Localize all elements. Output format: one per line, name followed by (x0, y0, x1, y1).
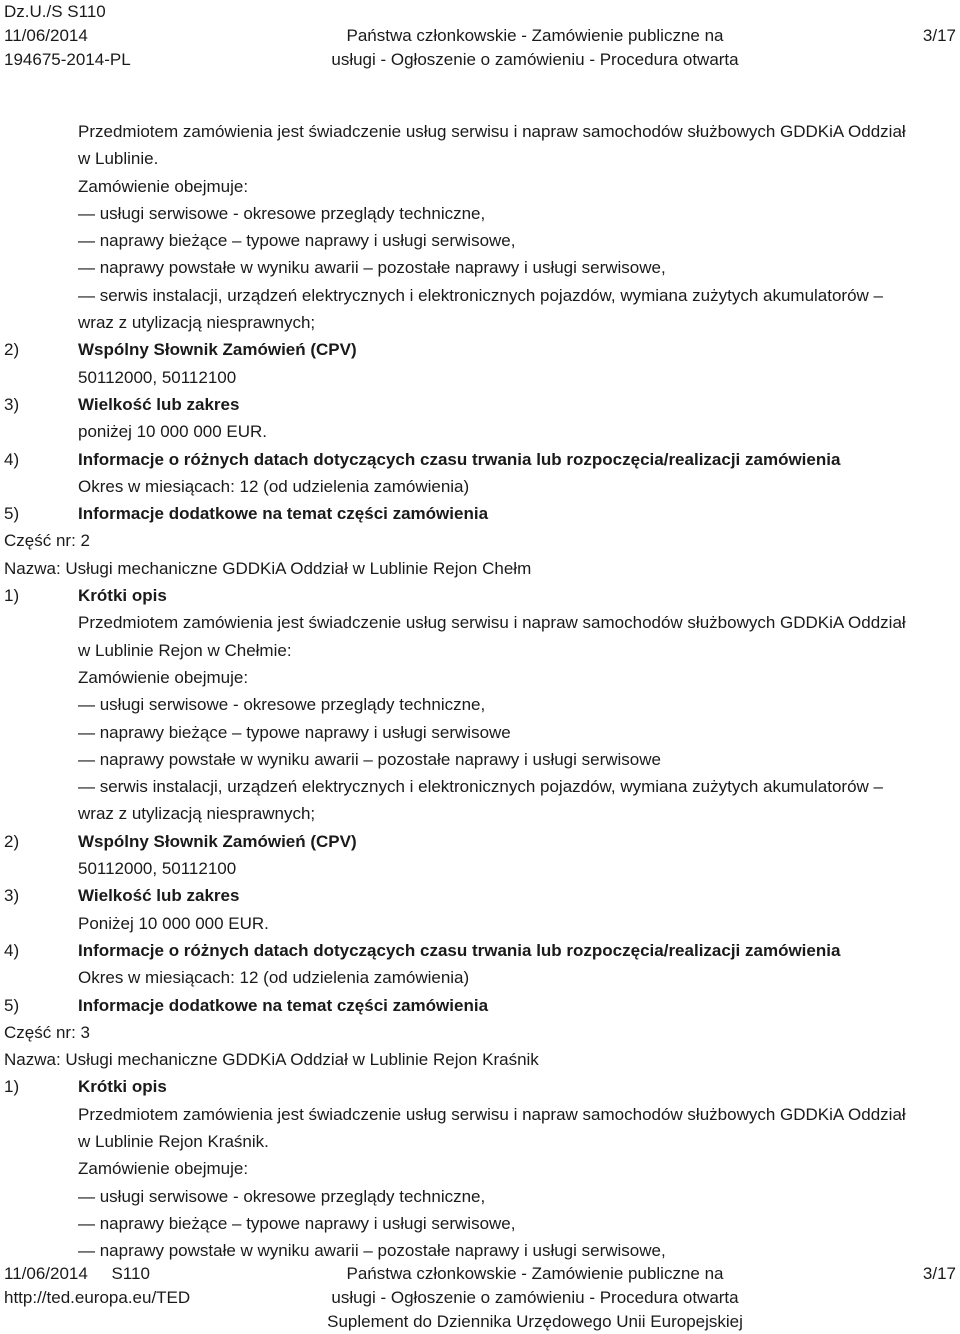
section-title: Krótki opis (78, 1077, 167, 1097)
part-name: Nazwa: Usługi mechaniczne GDDKiA Oddział w Lublinie Rejon Chełm (4, 558, 532, 578)
text-line: — serwis instalacji, urządzeń elektrycznych i elektronicznych pojazdów, wymiana zużytych akumulatorów – (78, 285, 884, 305)
section-heading (0, 1073, 960, 1100)
text-line: — naprawy bieżące – typowe naprawy i usługi serwisowe, (78, 1213, 516, 1233)
text-line: Zamówienie obejmuje: (78, 667, 249, 687)
section-heading (0, 992, 960, 1019)
section-heading (0, 882, 960, 909)
text-line: — usługi serwisowe - okresowe przeglądy techniczne, (78, 203, 486, 223)
section-heading (0, 828, 960, 855)
document-body (0, 118, 960, 1264)
section-title: Informacje o różnych datach dotyczących czasu trwania lub rozpoczęcia/realizacji zamówienia (78, 449, 841, 469)
journal-ref: Dz.U./S S110 (4, 2, 106, 21)
notice-number: 194675-2014-PL (4, 50, 131, 69)
section-title: Informacje dodatkowe na temat części zamówienia (78, 504, 489, 524)
text-line: — naprawy powstałe w wyniku awarii – pozostałe naprawy i usługi serwisowe (78, 749, 661, 769)
section-title: Wielkość lub zakres (78, 394, 240, 414)
header-title-line2: usługi - Ogłoszenie o zamówieniu - Procedura otwarta (331, 50, 739, 69)
section-heading (0, 446, 960, 473)
text-line: — naprawy bieżące – typowe naprawy i usługi serwisowe (78, 722, 511, 742)
footer-title-line1: Państwa członkowskie - Zamówienie publiczne na (346, 1264, 724, 1283)
part-number: Część nr: 3 (4, 1022, 90, 1042)
section-number: 5) (4, 995, 20, 1015)
section-title: Wspólny Słownik Zamówień (CPV) (78, 831, 357, 851)
footer-title (0, 1262, 960, 1334)
section-number: 4) (4, 449, 20, 469)
section-heading (0, 582, 960, 609)
page-footer (0, 1262, 960, 1334)
text-line: Zamówienie obejmuje: (78, 176, 249, 196)
text-line: — usługi serwisowe - okresowe przeglądy techniczne, (78, 695, 486, 715)
section-title: Informacje dodatkowe na temat części zamówienia (78, 995, 489, 1015)
text-line: Przedmiotem zamówienia jest świadczenie usług serwisu i napraw samochodów służbowych GDDKiA Oddział (78, 613, 906, 633)
section-title: Wielkość lub zakres (78, 886, 240, 906)
section-number: 3) (4, 886, 20, 906)
section-heading (0, 500, 960, 527)
text-line: Zamówienie obejmuje: (78, 1159, 249, 1179)
text-line: Okres w miesiącach: 12 (od udzielenia zamówienia) (78, 968, 470, 988)
text-line: w Lublinie Rejon w Chełmie: (78, 640, 292, 660)
footer-title-line2: usługi - Ogłoszenie o zamówieniu - Procedura otwarta (331, 1288, 739, 1307)
text-line: Poniżej 10 000 000 EUR. (78, 913, 269, 933)
text-line: — naprawy bieżące – typowe naprawy i usługi serwisowe, (78, 231, 516, 251)
text-line: Przedmiotem zamówienia jest świadczenie usług serwisu i napraw samochodów służbowych GDDKiA Oddział (78, 1104, 906, 1124)
footer-series: S110 (111, 1264, 150, 1283)
text-line: — serwis instalacji, urządzeń elektrycznych i elektronicznych pojazdów, wymiana zużytych akumulatorów – (78, 777, 884, 797)
footer-date: 11/06/2014 (4, 1264, 88, 1283)
text-line: — usługi serwisowe - okresowe przeglądy techniczne, (78, 1186, 486, 1206)
text-line: w Lublinie Rejon Kraśnik. (78, 1131, 269, 1151)
section-number: 2) (4, 340, 20, 360)
text-line: Przedmiotem zamówienia jest świadczenie usług serwisu i napraw samochodów służbowych GDDKiA Oddział (78, 122, 906, 141)
header-page-number: 3/17 (922, 26, 956, 45)
text-line: w Lublinie. (78, 149, 159, 169)
header-date: 11/06/2014 (4, 26, 88, 45)
section-number: 4) (4, 940, 20, 960)
section-title: Krótki opis (78, 586, 167, 606)
footer-title-line3: Suplement do Dziennika Urzędowego Unii Europejskiej (327, 1312, 743, 1331)
text-line: — naprawy powstałe w wyniku awarii – pozostałe naprawy i usługi serwisowe, (78, 258, 666, 278)
page-header (0, 0, 960, 70)
header-title (0, 24, 960, 72)
header-title-line1: Państwa członkowskie - Zamówienie publiczne na (346, 26, 724, 45)
part-name: Nazwa: Usługi mechaniczne GDDKiA Oddział w Lublinie Rejon Kraśnik (4, 1050, 539, 1070)
text-line: wraz z utylizacją niesprawnych; (78, 313, 316, 333)
section-number: 3) (4, 394, 20, 414)
section-title: Informacje o różnych datach dotyczących czasu trwania lub rozpoczęcia/realizacji zamówienia (78, 940, 841, 960)
text-line: wraz z utylizacją niesprawnych; (78, 804, 316, 824)
section-number: 2) (4, 831, 20, 851)
section-heading (0, 336, 960, 363)
section-number: 1) (4, 1077, 20, 1097)
text-line: poniżej 10 000 000 EUR. (78, 422, 268, 442)
footer-page-number: 3/17 (922, 1264, 956, 1283)
section-heading (0, 937, 960, 964)
part-number: Część nr: 2 (4, 531, 90, 551)
text-line: 50112000, 50112100 (78, 859, 237, 879)
section-number: 1) (4, 586, 20, 606)
section-number: 5) (4, 504, 20, 524)
section-title: Wspólny Słownik Zamówień (CPV) (78, 340, 357, 360)
text-line: — naprawy powstałe w wyniku awarii – pozostałe naprawy i usługi serwisowe, (78, 1241, 666, 1261)
section-heading (0, 391, 960, 418)
text-line: Okres w miesiącach: 12 (od udzielenia zamówienia) (78, 476, 470, 496)
text-line: 50112000, 50112100 (78, 367, 237, 387)
footer-url[interactable]: http://ted.europa.eu/TED (4, 1288, 191, 1307)
